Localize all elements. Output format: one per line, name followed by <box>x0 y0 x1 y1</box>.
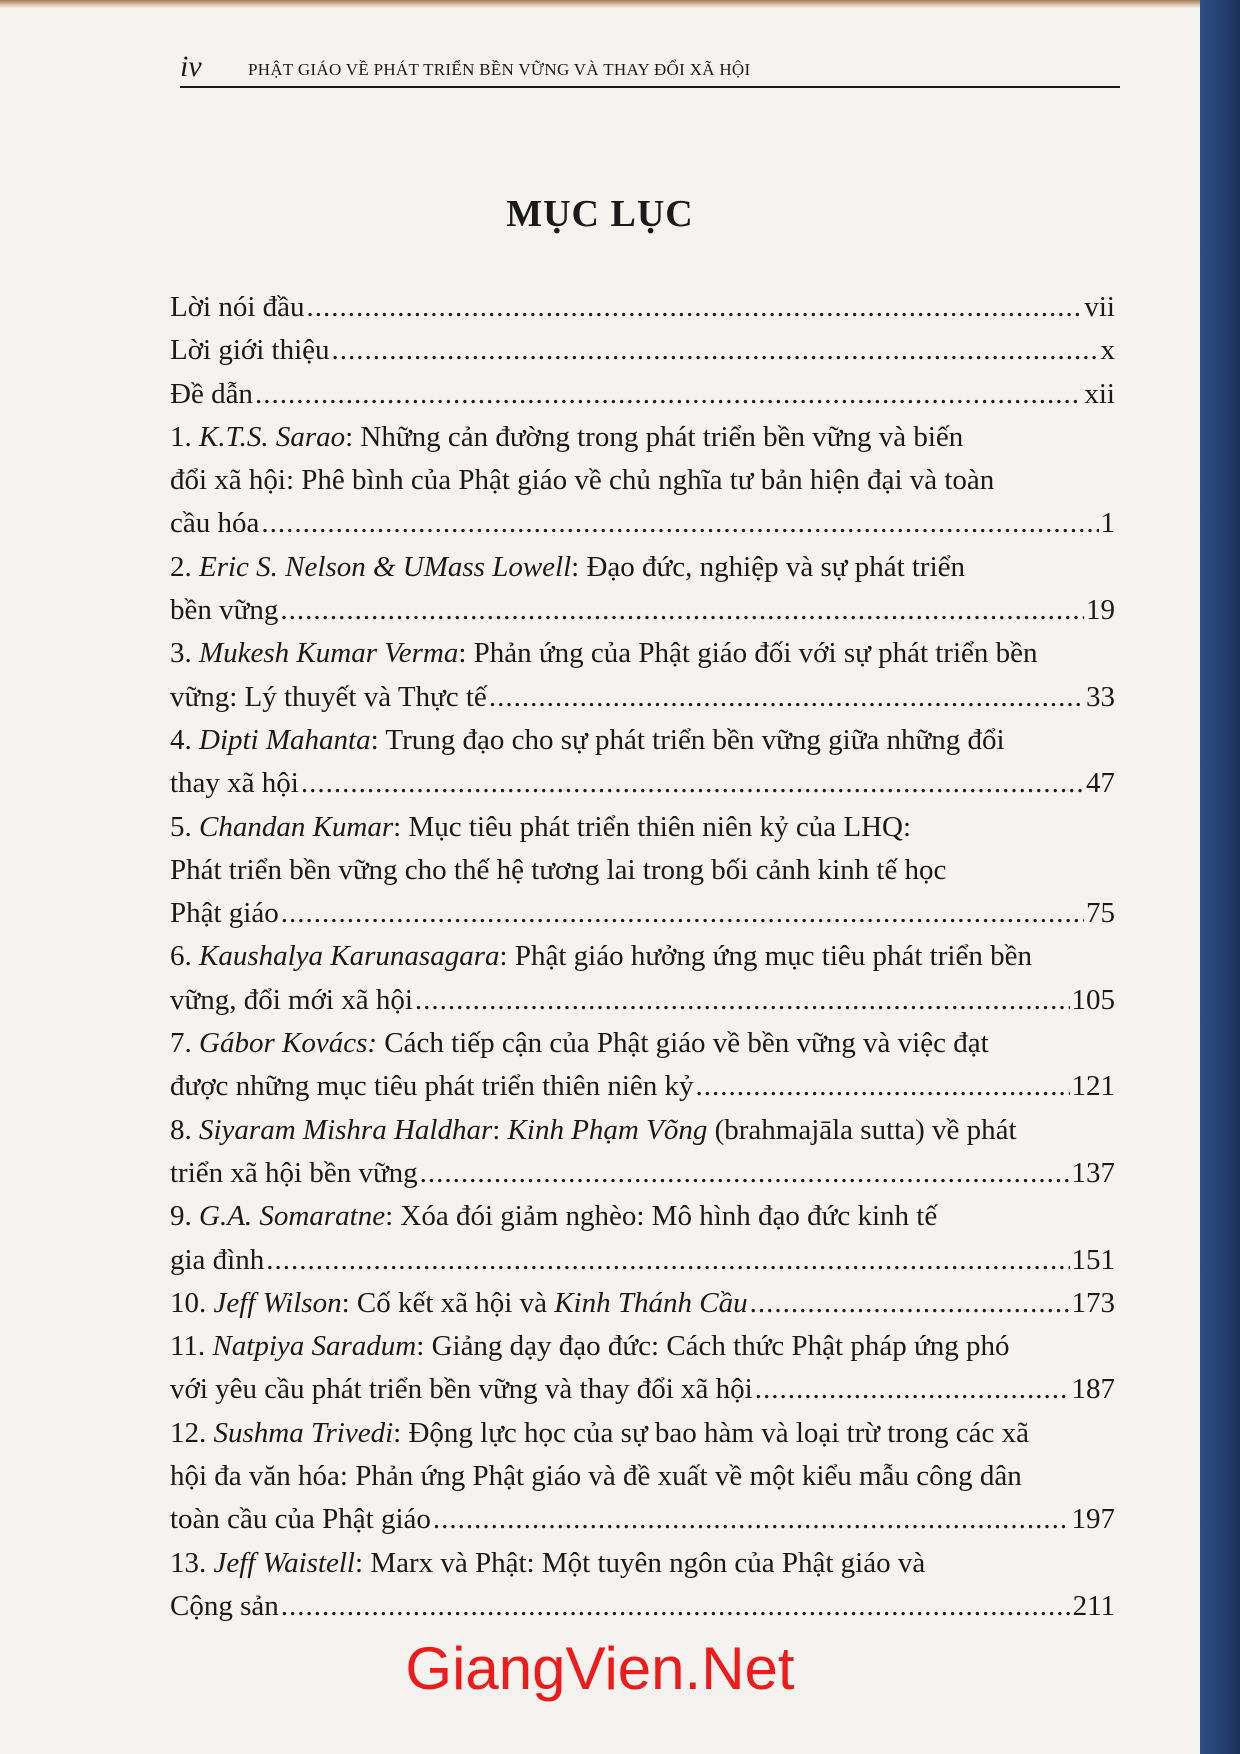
chapter-title-line: với yêu cầu phát triển bền vững và thay đổi xã hội <box>170 1373 753 1406</box>
dot-leader <box>415 979 1070 1022</box>
chapter-title-line: hội đa văn hóa: Phản ứng Phật giáo và đề xuất về một kiểu mẫu công dân <box>170 1460 1022 1493</box>
chapter-number: 1. <box>170 420 192 453</box>
chapter-title-line: vững, đổi mới xã hội <box>170 983 413 1016</box>
entry-page: 197 <box>1071 1503 1115 1536</box>
toc-entry-introduction[interactable] <box>170 329 1115 372</box>
toc-entry-foreword[interactable] <box>170 286 1115 329</box>
chapter-title-line: Những cản đường trong phát triển bền vững và biến <box>360 420 964 453</box>
toc-entry-chapter-7[interactable] <box>170 1022 1115 1109</box>
chapter-title-line: Đạo đức, nghiệp và sự phát triển <box>586 550 966 583</box>
entry-page: 105 <box>1071 983 1115 1016</box>
chapter-title-line: toàn cầu của Phật giáo <box>170 1503 431 1536</box>
chapter-title-line: gia đình <box>170 1243 265 1276</box>
dot-leader <box>307 286 1083 329</box>
chapter-title-line: cầu hóa <box>170 507 260 540</box>
entry-page: vii <box>1084 291 1115 323</box>
page-top-edge <box>0 0 1200 8</box>
dot-leader <box>755 1368 1070 1411</box>
chapter-title-line: Cách tiếp cận của Phật giáo về bền vững và việc đạt <box>384 1027 989 1060</box>
chapter-title-line: được những mục tiêu phát triển thiên niên kỷ <box>170 1070 694 1103</box>
entry-page: 47 <box>1086 767 1115 800</box>
site-watermark: GiangVien.Net <box>405 1635 795 1702</box>
chapter-number: 2. <box>170 550 192 583</box>
entry-page: 19 <box>1086 594 1115 627</box>
chapter-title-line: Cộng sản <box>170 1589 279 1622</box>
toc-entry-chapter-13[interactable]: 13. Jeff Waistell: Marx và Phật: Một tuyên ngôn của Phật giáo và Cộng sản ..... 211 <box>170 1542 1115 1629</box>
chapter-number: 8. <box>170 1113 192 1146</box>
chapter-number: 7. <box>170 1027 192 1060</box>
chapter-author: Siyaram Mishra Haldhar <box>199 1113 493 1146</box>
dot-leader <box>281 1585 1071 1628</box>
running-header <box>180 50 1120 88</box>
chapter-author: Kaushalya Karunasagara <box>199 940 500 973</box>
chapter-title-line: Phản ứng của Phật giáo đối với sự phát triển bền <box>473 637 1038 670</box>
chapter-author: Chandan Kumar <box>199 810 394 843</box>
dot-leader <box>750 1282 1070 1325</box>
chapter-title-line: đổi xã hội: Phê bình của Phật giáo về chủ nghĩa tư bản hiện đại và toàn <box>170 464 995 497</box>
toc-title: MỤC LỤC <box>506 193 694 235</box>
chapter-title-line: (brahmajāla sutta) về phát <box>707 1113 1017 1146</box>
dot-leader <box>433 1498 1070 1541</box>
toc-entry-preface[interactable] <box>170 373 1115 416</box>
chapter-title-line: Động lực học của sự bao hàm và loại trừ trong các xã <box>408 1416 1029 1449</box>
entry-label: Lời giới thiệu <box>170 334 330 367</box>
chapter-author: Natpiya Saradum <box>212 1330 417 1363</box>
dot-leader <box>266 1239 1069 1282</box>
dot-leader <box>301 762 1084 805</box>
toc-entry-chapter-9[interactable]: 9. G.A. Somaratne: Xóa đói giảm nghèo: Mô hình đạo đức kinh tế gia đình ..... 151 <box>170 1195 1115 1282</box>
chapter-number: 10. <box>170 1286 207 1319</box>
running-title: PHẬT GIÁO VỀ PHÁT TRIỂN BỀN VỮNG VÀ THAY ĐỔI XÃ HỘI <box>248 60 751 79</box>
chapter-title-italic: Kinh Phạm Võng <box>507 1113 708 1146</box>
page-number: iv <box>180 50 202 83</box>
chapter-title-line: Trung đạo cho sự phát triển bền vững giữa những đổi <box>385 723 1005 756</box>
chapter-number: 13. <box>170 1546 207 1579</box>
chapter-number: 11. <box>170 1330 206 1363</box>
chapter-title-line: Xóa đói giảm nghèo: Mô hình đạo đức kinh tế <box>400 1200 938 1233</box>
chapter-title-line: triển xã hội bền vững <box>170 1156 418 1189</box>
dot-leader <box>255 373 1082 416</box>
dot-leader <box>261 502 1098 545</box>
chapter-author: K.T.S. Sarao <box>199 420 346 453</box>
chapter-title-line: thay xã hội <box>170 767 299 800</box>
dot-leader <box>280 589 1084 632</box>
table-of-contents <box>170 286 1115 1628</box>
toc-entry-chapter-1[interactable]: 1. K.T.S. Sarao: Những cản đường trong phát triển bền vững và biến đổi xã hội: Phê bình của Phật giáo về chủ nghĩa tư bản hiện đại và toàn cầu hóa ..... 1 <box>170 416 1115 546</box>
toc-entry-chapter-12[interactable]: 12. Sushma Trivedi: Động lực học của sự bao hàm và loại trừ trong các xã hội đa văn hóa: Phản ứng Phật giáo và đề xuất về một kiểu mẫu công dân toàn cầu của Phật giáo ..... 197 <box>170 1412 1115 1542</box>
entry-page: 211 <box>1072 1589 1115 1622</box>
chapter-author: Sushma Trivedi <box>213 1416 394 1449</box>
chapter-title-italic: Kinh Thánh Cầu <box>554 1286 748 1319</box>
chapter-title-line: Phật giáo <box>170 897 279 930</box>
chapter-title-line: Marx và Phật: Một tuyên ngôn của Phật giáo và <box>370 1546 926 1579</box>
entry-page: 151 <box>1071 1243 1115 1276</box>
toc-entry-chapter-6[interactable]: 6. Kaushalya Karunasagara: Phật giáo hưởng ứng mục tiêu phát triển bền vững, đổi mới xã hội ..... 105 <box>170 935 1115 1022</box>
chapter-author: Gábor Kovács: <box>199 1027 378 1060</box>
entry-page: 173 <box>1071 1286 1115 1319</box>
entry-page: 1 <box>1100 507 1115 540</box>
entry-page: 33 <box>1086 680 1115 713</box>
chapter-title-line: bền vững <box>170 594 279 627</box>
chapter-author: Eric S. Nelson & UMass Lowell <box>199 550 572 583</box>
toc-entry-chapter-8[interactable]: 8. Siyaram Mishra Haldhar: Kinh Phạm Võng (brahmajāla sutta) về phát triển xã hội bền vững ..... 137 <box>170 1109 1115 1196</box>
chapter-author: G.A. Somaratne <box>199 1200 386 1233</box>
chapter-title-line: Cố kết xã hội và <box>356 1286 555 1319</box>
entry-page: 75 <box>1086 897 1115 930</box>
entry-page: 121 <box>1071 1070 1115 1103</box>
dot-leader <box>420 1152 1070 1195</box>
toc-entry-chapter-5[interactable]: 5. Chandan Kumar: Mục tiêu phát triển thiên niên kỷ của LHQ: Phát triển bền vững cho thế hệ tương lai trong bối cảnh kinh tế học Phật giáo ..... 75 <box>170 806 1115 936</box>
entry-page: 137 <box>1071 1156 1115 1189</box>
chapter-title-line: vững: Lý thuyết và Thực tế <box>170 680 487 713</box>
dot-leader <box>696 1065 1070 1108</box>
chapter-number: 9. <box>170 1200 192 1233</box>
entry-page: x <box>1100 334 1115 367</box>
chapter-number: 3. <box>170 637 192 670</box>
entry-page: xii <box>1084 377 1115 410</box>
chapter-title-line: Phật giáo hưởng ứng mục tiêu phát triển bền <box>514 940 1032 973</box>
book-spine-edge <box>1200 0 1240 1754</box>
chapter-number: 6. <box>170 940 192 973</box>
chapter-number: 4. <box>170 723 192 756</box>
toc-entry-chapter-10[interactable]: 10. Jeff Wilson: Cố kết xã hội và Kinh Thánh Cầu ..... 173 <box>170 1282 1115 1325</box>
chapter-number: 5. <box>170 810 192 843</box>
chapter-author: Jeff Waistell <box>213 1546 355 1579</box>
chapter-number: 12. <box>170 1416 207 1449</box>
chapter-author: Mukesh Kumar Verma <box>199 637 459 670</box>
entry-page: 187 <box>1071 1373 1115 1406</box>
chapter-title-line: Giảng dạy đạo đức: Cách thức Phật pháp ứng phó <box>431 1330 1010 1363</box>
toc-entry-chapter-11[interactable]: 11. Natpiya Saradum: Giảng dạy đạo đức: Cách thức Phật pháp ứng phó với yêu cầu phát triển bền vững và thay đổi xã hội ..... 187 <box>170 1325 1115 1412</box>
dot-leader <box>281 892 1084 935</box>
dot-leader <box>332 329 1099 372</box>
toc-entry-chapter-4[interactable]: 4. Dipti Mahanta: Trung đạo cho sự phát triển bền vững giữa những đổi thay xã hội ..... 47 <box>170 719 1115 806</box>
toc-entry-chapter-2[interactable]: 2. Eric S. Nelson & UMass Lowell: Đạo đức, nghiệp và sự phát triển bền vững ..... 19 <box>170 546 1115 633</box>
entry-label: Đề dẫn <box>170 377 253 410</box>
toc-entry-chapter-3[interactable]: 3. Mukesh Kumar Verma: Phản ứng của Phật giáo đối với sự phát triển bền vững: Lý thuyết và Thực tế ..... 33 <box>170 632 1115 719</box>
chapter-title-line: Phát triển bền vững cho thế hệ tương lai trong bối cảnh kinh tế học <box>170 853 947 886</box>
dot-leader <box>489 676 1084 719</box>
chapter-author: Jeff Wilson <box>213 1286 342 1319</box>
chapter-author: Dipti Mahanta <box>199 723 371 756</box>
entry-label: Lời nói đầu <box>170 291 305 323</box>
chapter-title-line: Mục tiêu phát triển thiên niên kỷ của LHQ: <box>408 810 912 843</box>
